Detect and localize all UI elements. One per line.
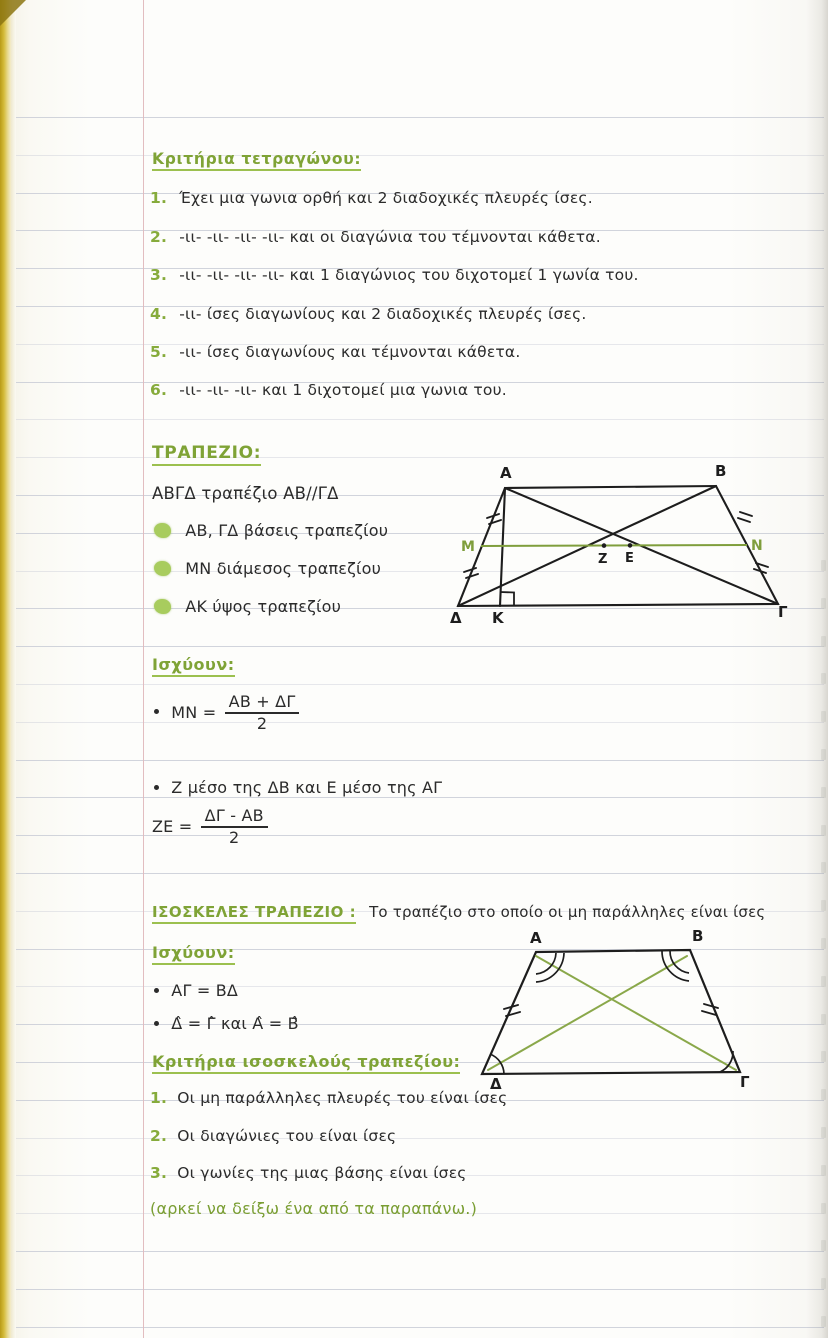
list-number: 1. — [150, 189, 168, 207]
trapezoid-bullet-text: ΜΝ διάμεσος τραπεζίου — [185, 559, 382, 578]
bullet-dot — [154, 1021, 159, 1026]
bullet-dot — [154, 785, 159, 790]
square-criterion-text: Έχει μια γωνια ορθή και 2 διαδοχικές πλευρές ίσες. — [179, 189, 593, 207]
properties-heading: Ισχύουν: — [152, 655, 235, 677]
list-number: 2. — [150, 1127, 168, 1145]
isosceles-trapezoid-diagram — [468, 927, 768, 1093]
square-criterion-text: -ιι- ίσες διαγωνίους και τέμνονται κάθετα. — [179, 343, 521, 361]
foot-label-K: Κ — [492, 609, 504, 627]
vertex-label-A: Α — [530, 929, 542, 947]
isosceles-definition: Το τραπέζιο στο οποίο οι μη παράλληλες είναι ίσες — [369, 903, 766, 921]
vertex-label-A: Α — [500, 464, 512, 482]
trapezoid-bullet-text: ΑΚ ύψος τραπεζίου — [185, 597, 342, 616]
vertex-label-Gamma: Γ — [778, 603, 788, 621]
highlight-bullet-1 — [154, 523, 171, 538]
trapezoid-intro: ΑΒΓΔ τραπέζιο ΑΒ//ΓΔ — [152, 484, 339, 503]
list-number: 2. — [150, 228, 168, 246]
formula2-denominator: 2 — [229, 827, 240, 847]
list-number: 1. — [150, 1089, 168, 1107]
vertex-label-Delta: Δ — [450, 609, 462, 627]
list-number: 3. — [150, 1164, 168, 1182]
formula1-numerator: ΑΒ + ΔΓ — [225, 694, 300, 714]
formula2-fraction — [201, 808, 268, 847]
isosceles-criterion-text: Οι γωνίες της μιας βάσης είναι ίσες — [177, 1164, 467, 1182]
isosceles-properties-heading: Ισχύουν: — [152, 943, 235, 965]
formula1-denominator: 2 — [256, 713, 268, 733]
square-criterion-text: -ιι- -ιι- -ιι- και 1 διχοτομεί μια γωνια του. — [179, 381, 507, 399]
highlight-bullet-3 — [154, 599, 171, 614]
point-label-Z: Ζ — [598, 552, 608, 567]
point-label-E: Ε — [625, 551, 634, 566]
vertex-label-Delta: Δ — [490, 1075, 502, 1093]
isosceles-criteria-heading: Κριτήρια ισοσκελούς τραπεζίου: — [152, 1052, 460, 1074]
square-criteria-heading: Κριτήρια τετραγώνου: — [152, 150, 361, 171]
formula1-lhs: ΜΝ = — [171, 702, 217, 722]
list-number: 5. — [150, 343, 168, 361]
isosceles-criterion-text: Οι διαγώνιες του είναι ίσες — [177, 1127, 397, 1145]
trapezoid-bullet-text: ΑΒ, ΓΔ βάσεις τραπεζίου — [185, 521, 389, 540]
midpoint-label-M: Μ — [461, 539, 475, 555]
isosceles-footnote: (αρκεί να δείξω ένα από τα παραπάνω.) — [150, 1199, 478, 1218]
square-criterion-text: -ιι- ίσες διαγωνίους και 2 διαδοχικές πλευρές ίσες. — [179, 305, 587, 323]
isosceles-property-text: Δ̂ = Γ̂ και Α̂ = Β̂ — [171, 1014, 299, 1033]
isosceles-property-text: ΑΓ = ΒΔ — [171, 981, 239, 1000]
vertex-label-Gamma: Γ — [740, 1073, 750, 1091]
vertex-label-B: Β — [692, 927, 704, 945]
list-number: 6. — [150, 381, 168, 399]
formula2-numerator: ΔΓ - ΑΒ — [201, 808, 268, 828]
square-criterion-text: -ιι- -ιι- -ιι- -ιι- και οι διαγώνια του τέμνονται κάθετα. — [179, 228, 601, 246]
formula2-lhs: ΖΕ = — [152, 816, 193, 836]
trapezoid-diagram — [448, 462, 788, 627]
list-number: 3. — [150, 266, 168, 284]
list-number: 4. — [150, 305, 168, 323]
midpoint-note: Ζ μέσο της ΔΒ και Ε μέσο της ΑΓ — [171, 778, 443, 797]
formula1-fraction — [225, 694, 300, 733]
vertex-label-B: Β — [715, 462, 727, 480]
midpoint-label-N: Ν — [751, 538, 763, 554]
isosceles-criterion-text: Οι μη παράλληλες πλευρές του είναι ίσες — [177, 1089, 508, 1107]
bullet-dot — [154, 988, 159, 993]
trapezoid-heading: ΤΡΑΠΕΖΙΟ: — [152, 443, 261, 466]
bullet-dot — [154, 709, 159, 714]
isosceles-heading: ΙΣΟΣΚΕΛΕΣ ΤΡΑΠΕΖΙΟ : — [152, 903, 356, 924]
highlight-bullet-2 — [154, 561, 171, 576]
square-criterion-text: -ιι- -ιι- -ιι- -ιι- και 1 διαγώνιος του διχοτομεί 1 γωνία του. — [179, 266, 639, 284]
